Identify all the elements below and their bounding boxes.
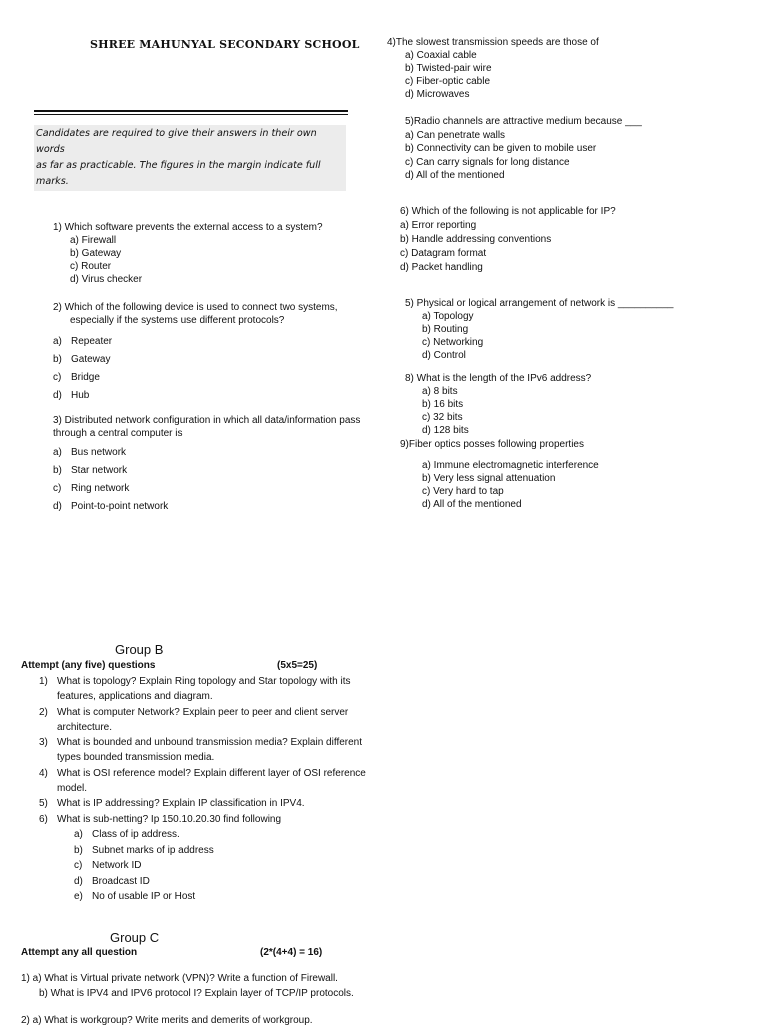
- header-rule-thin: [34, 114, 348, 115]
- instructions-line-2: as far as practicable. The figures in the margin indicate full marks.: [36, 160, 321, 187]
- question-3-line-2: through a central computer is: [53, 428, 183, 439]
- option-letter: c): [53, 372, 62, 383]
- group-b-sublist: [74, 827, 214, 905]
- option: Point-to-point network: [71, 501, 169, 512]
- list-item: e) No of usable IP or Host: [74, 891, 196, 903]
- option: a) 8 bits: [422, 386, 458, 397]
- list-item: 3) What is bounded and unbound transmission media? Explain different types bounded transmission media.: [39, 737, 363, 764]
- option: a) Error reporting: [400, 220, 477, 231]
- group-c-marks: (2*(4+4) = 16): [260, 947, 323, 958]
- question-4-text: 4)The slowest transmission speeds are those of: [387, 37, 599, 48]
- question-7: [405, 297, 674, 362]
- group-c-q1a: 1) a) What is Virtual private network (VPN)? Write a function of Firewall.: [21, 973, 338, 984]
- question-3-line-1: 3) Distributed network configuration in which all data/information pass: [53, 415, 361, 426]
- question-6-text: 6) Which of the following is not applicable for IP?: [400, 206, 616, 217]
- option: b) Routing: [422, 324, 469, 335]
- list-item: 4) What is OSI reference model? Explain different layer of OSI reference model.: [39, 767, 366, 795]
- school-name: SHREE MAHUNYAL SECONDARY SCHOOL: [90, 38, 360, 51]
- question-8: [405, 372, 591, 437]
- question-6: [400, 205, 616, 275]
- option: Bus network: [71, 447, 127, 458]
- option: b) Gateway: [70, 248, 122, 259]
- list-item: 1) What is topology? Explain Ring topology and Star topology with its features, applications and diagram.: [39, 676, 351, 703]
- option: b) 16 bits: [422, 399, 464, 410]
- option: d) Microwaves: [405, 89, 470, 100]
- option: c) 32 bits: [422, 412, 463, 423]
- list-item: a) Class of ip address.: [74, 829, 180, 840]
- option: c) Datagram format: [400, 248, 487, 259]
- option: c) Very hard to tap: [422, 486, 504, 497]
- question-3: [53, 414, 360, 440]
- list-item: 6) What is sub-netting? Ip 150.10.20.30 find following: [39, 813, 282, 825]
- option: a) Firewall: [70, 235, 117, 246]
- question-1-text: 1) Which software prevents the external access to a system?: [53, 222, 323, 233]
- option-letter: c): [53, 483, 62, 494]
- group-c-attempt: Attempt any all question: [21, 947, 138, 958]
- option: b) Very less signal attenuation: [422, 473, 556, 484]
- option-letter: d): [53, 501, 62, 512]
- option: c) Can carry signals for long distance: [405, 156, 570, 168]
- option: d) Virus checker: [70, 274, 143, 285]
- option: d) All of the mentioned: [405, 170, 505, 181]
- option: c) Fiber-optic cable: [405, 76, 491, 87]
- group-c-q1b: b) What is IPV4 and IPV6 protocol I? Explain layer of TCP/IP protocols.: [39, 988, 354, 999]
- option: b) Handle addressing conventions: [400, 234, 552, 245]
- option: b) Connectivity can be given to mobile user: [405, 143, 597, 154]
- option-letter: a): [53, 447, 62, 458]
- question-5: [405, 115, 642, 183]
- option: b) Twisted-pair wire: [405, 63, 492, 74]
- option: Repeater: [71, 336, 113, 347]
- option: c) Networking: [422, 337, 484, 348]
- question-1: [53, 221, 323, 286]
- option: a) Can penetrate walls: [405, 129, 506, 141]
- group-b-list: [39, 674, 369, 827]
- instructions-box: [34, 125, 346, 191]
- question-9: [400, 438, 599, 511]
- list-item: 5) What is IP addressing? Explain IP classification in IPV4.: [39, 798, 305, 810]
- option: a) Immune electromagnetic interference: [422, 460, 599, 471]
- list-item: 2) What is computer Network? Explain peer to peer and client server architecture.: [39, 706, 349, 733]
- option: d) Control: [422, 350, 466, 361]
- question-5-text: 5)Radio channels are attractive medium because ___: [405, 116, 642, 127]
- list-item: b) Subnet marks of ip address: [74, 844, 214, 856]
- option: d) All of the mentioned: [422, 499, 522, 510]
- option: Ring network: [71, 483, 130, 494]
- option-letter: a): [53, 336, 62, 347]
- question-9-text: 9)Fiber optics posses following properties: [400, 439, 584, 450]
- option-letter: b): [53, 354, 62, 365]
- question-3-options: [53, 444, 168, 516]
- option: d) 128 bits: [422, 425, 469, 436]
- question-2: [53, 301, 338, 327]
- option: Gateway: [71, 354, 111, 365]
- option: Bridge: [71, 372, 100, 383]
- group-c-q2a: 2) a) What is workgroup? Write merits and demerits of workgroup.: [21, 1015, 313, 1026]
- option: Hub: [71, 390, 90, 401]
- instructions-line-1: Candidates are required to give their answers in their own words: [36, 128, 317, 155]
- question-4: [387, 36, 599, 101]
- option-letter: d): [53, 390, 62, 401]
- option-letter: b): [53, 465, 62, 476]
- option: a) Coaxial cable: [405, 50, 477, 61]
- list-item: d) Broadcast ID: [74, 875, 150, 887]
- question-2-line-1: 2) Which of the following device is used to connect two systems,: [53, 302, 338, 313]
- option: a) Topology: [422, 311, 474, 322]
- group-b-title: Group B: [115, 642, 164, 657]
- option: d) Packet handling: [400, 262, 483, 273]
- header-rule-thick: [34, 110, 348, 112]
- option: Star network: [71, 465, 128, 476]
- group-b-attempt: Attempt (any five) questions: [21, 660, 156, 671]
- option: c) Router: [70, 261, 112, 272]
- group-b-marks: (5x5=25): [277, 660, 318, 671]
- question-7-text: 5) Physical or logical arrangement of network is __________: [405, 298, 674, 309]
- question-2-options: [53, 333, 112, 405]
- question-8-text: 8) What is the length of the IPv6 address?: [405, 373, 592, 384]
- question-2-line-2: especially if the systems use different protocols?: [70, 315, 285, 326]
- list-item: c) Network ID: [74, 860, 142, 872]
- group-c-title: Group C: [110, 930, 160, 945]
